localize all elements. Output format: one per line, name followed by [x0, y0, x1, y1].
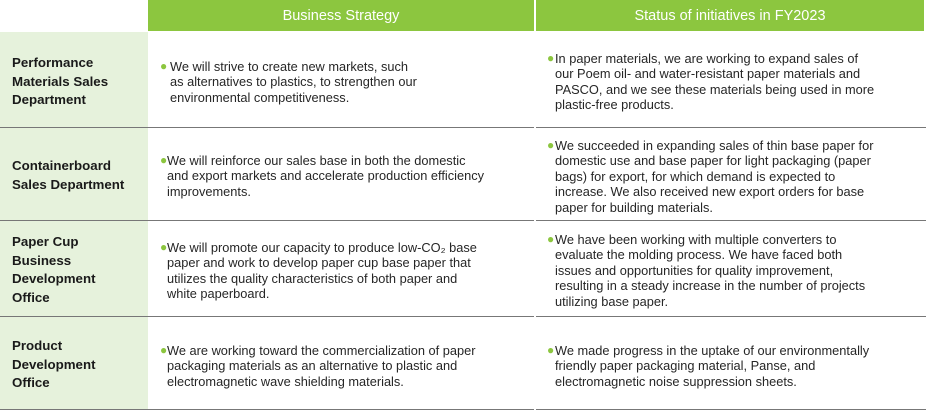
department-cell	[0, 317, 148, 409]
status-cell	[536, 317, 926, 409]
department-cell	[0, 221, 148, 316]
department-cell	[0, 128, 148, 220]
strategy-text: We will strive to create new markets, such as alternatives to plastics, to strengthen our environmental competitiveness.	[170, 59, 417, 105]
bullet-icon: ●	[160, 240, 168, 254]
strategy-text: We are working toward the commercialization of paper packaging materials as an alternative to plastic and electromagnetic wave shielding materials.	[167, 343, 476, 389]
status-text: We have been working with multiple converters to evaluate the molding process. We have faced both issues and opportunities for quality improvement, resulting in a steady increase in the number of projects utilizing base paper.	[555, 232, 866, 309]
table-row	[0, 32, 926, 127]
bullet-icon: ●	[547, 51, 555, 65]
table-row	[0, 221, 926, 316]
status-cell	[536, 32, 926, 127]
header-status-fy2023: Status of initiatives in FY2023	[536, 0, 924, 31]
header-blank-cell	[0, 0, 148, 31]
strategy-text: We will reinforce our sales base in both the domestic and export markets and accelerate production efficiency improvements.	[167, 153, 485, 199]
bullet-icon: ●	[547, 343, 555, 357]
strategy-text: We will promote our capacity to produce low-CO₂ base paper and work to develop paper cup base paper that utilizes the quality characteristics of both paper and white paperboard.	[167, 240, 477, 302]
bullet-icon: ●	[160, 343, 168, 357]
strategy-cell	[148, 317, 535, 409]
status-text: We made progress in the uptake of our environmentally friendly paper packaging material, Panse, and electromagnetic noise suppression sheets.	[555, 343, 870, 389]
department-cell	[0, 32, 148, 127]
bullet-icon: ●	[547, 232, 555, 246]
table-row	[0, 128, 926, 220]
header-business-strategy: Business Strategy	[148, 0, 534, 31]
bullet-icon: ●	[160, 153, 168, 167]
strategy-cell	[148, 221, 535, 316]
status-text: We succeeded in expanding sales of thin base paper for domestic use and base paper for light packaging (paper bags) for export, for which demand is expected to increase. We also received new export orders for base paper for building materials.	[555, 138, 874, 215]
department-name: Containerboard Sales Department	[12, 158, 125, 192]
department-name: Paper Cup Business Development Office	[12, 234, 96, 305]
strategy-cell	[148, 128, 535, 220]
row-divider	[0, 409, 926, 410]
column-divider	[534, 0, 536, 415]
department-name: Performance Materials Sales Department	[12, 55, 109, 107]
status-cell	[536, 128, 926, 220]
department-name: Product Development Office	[12, 338, 96, 390]
bullet-icon: ●	[547, 138, 555, 152]
bullet-icon: ●	[160, 59, 168, 73]
status-cell	[536, 221, 926, 316]
strategy-cell	[148, 32, 535, 127]
table-row	[0, 317, 926, 409]
status-text: In paper materials, we are working to expand sales of our Poem oil- and water-resistant paper materials and PASCO, and we see these materials being used in more plastic-free products.	[555, 51, 875, 113]
